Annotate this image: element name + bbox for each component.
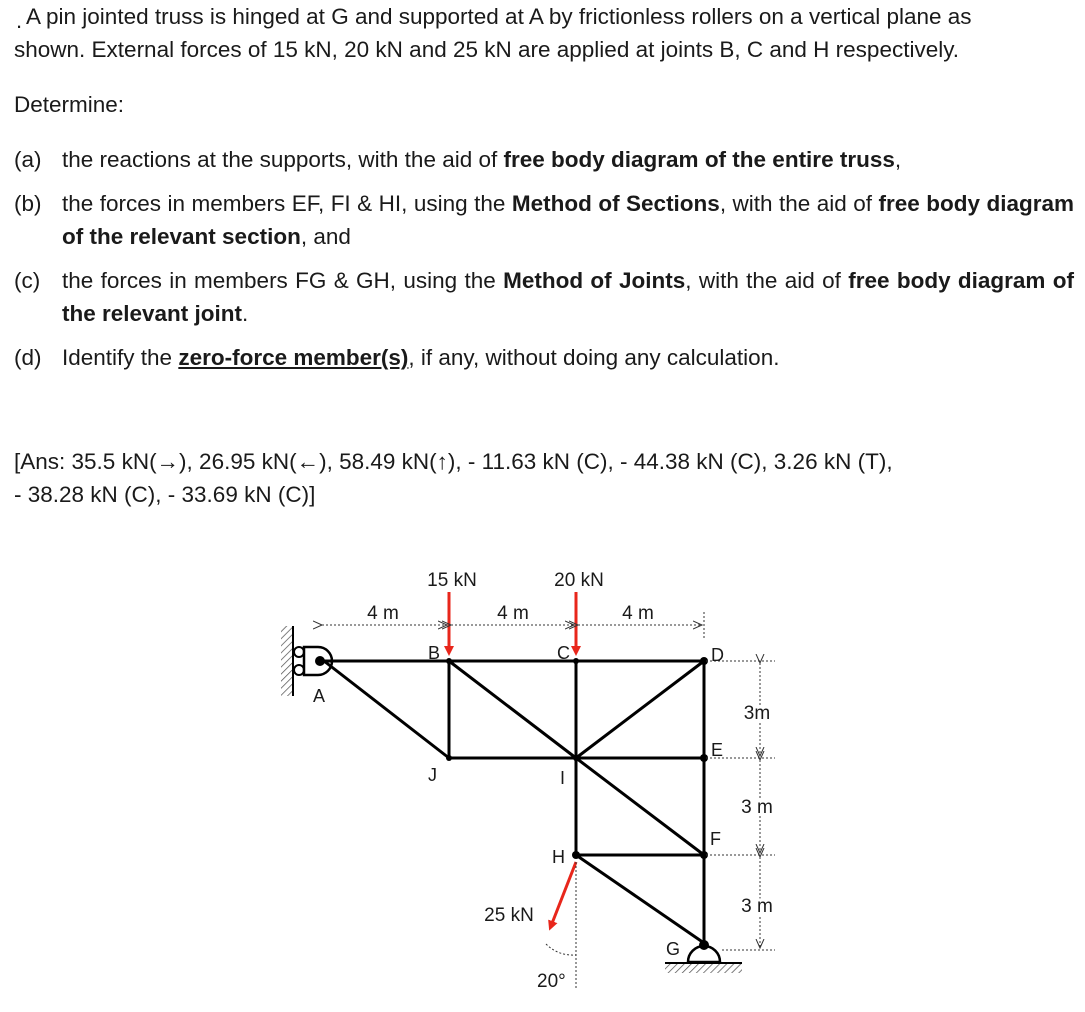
determine-heading: Determine: xyxy=(14,92,125,117)
question-a: (a) the reactions at the supports, with the aid of free body diagram of the entire truss, xyxy=(14,143,1074,177)
dim-v-1: 3m xyxy=(743,703,771,724)
question-a-label: (a) xyxy=(14,147,42,172)
joint-label-b: B xyxy=(428,643,441,663)
load-arrow-h xyxy=(551,862,576,926)
joint-label-e: E xyxy=(711,740,724,760)
joint-label-d: D xyxy=(711,645,724,665)
joint-label-f: F xyxy=(710,829,721,849)
question-d-label: (d) xyxy=(14,345,42,370)
dim-v-2: 3 m xyxy=(741,797,773,818)
member-HG xyxy=(576,855,704,943)
roller-bottom xyxy=(294,665,304,675)
dim-h-2: 4 m xyxy=(497,603,529,624)
joint-label-j: J xyxy=(428,765,437,785)
joint-label-i: I xyxy=(560,768,566,788)
leading-bullet: . xyxy=(16,8,23,33)
member-DI xyxy=(576,661,704,758)
joint-label-a: A xyxy=(313,686,326,706)
load-label-h: 25 kN xyxy=(484,905,534,926)
question-c-label: (c) xyxy=(14,268,41,293)
joint-label-h: H xyxy=(552,847,565,867)
ground-hatch xyxy=(665,964,742,973)
load-label-b: 15 kN xyxy=(427,570,477,591)
dim-v-3: 3 m xyxy=(741,896,773,917)
joint-label-g: G xyxy=(666,939,681,959)
wall-hatch xyxy=(281,626,293,696)
question-c: (c) the forces in members FG & GH, using the Method of Joints, with the aid of free body diagram of the relevant joint. xyxy=(14,264,1074,332)
roller-top xyxy=(294,647,304,657)
question-b: (b) the forces in members EF, FI & HI, using the Method of Sections, with the aid of free body diagram of the relevant section, and xyxy=(14,187,1074,255)
answer-line-2: - 38.28 kN (C), - 33.69 kN (C)] xyxy=(14,482,316,507)
question-b-label: (b) xyxy=(14,191,42,216)
member-IF xyxy=(576,758,704,855)
load-label-c: 20 kN xyxy=(554,570,604,591)
question-d: (d) Identify the zero-force member(s), if any, without doing any calculation. xyxy=(14,341,1074,375)
angle-arc xyxy=(546,944,576,955)
truss-members xyxy=(324,661,704,943)
dim-h-3: 4 m xyxy=(622,603,654,624)
dim-h-1: 4 m xyxy=(367,603,399,624)
answer-line-1: [Ans: 35.5 kN(→), 26.95 kN(←), 58.49 kN(↑), - 11.63 kN (C), - 44.38 kN (C), 3.26 kN (T), xyxy=(14,449,893,474)
joint-label-c: C xyxy=(557,643,570,663)
member-BI xyxy=(449,661,576,758)
load-angle-label: 20° xyxy=(537,971,566,992)
member-AJ xyxy=(324,661,449,758)
